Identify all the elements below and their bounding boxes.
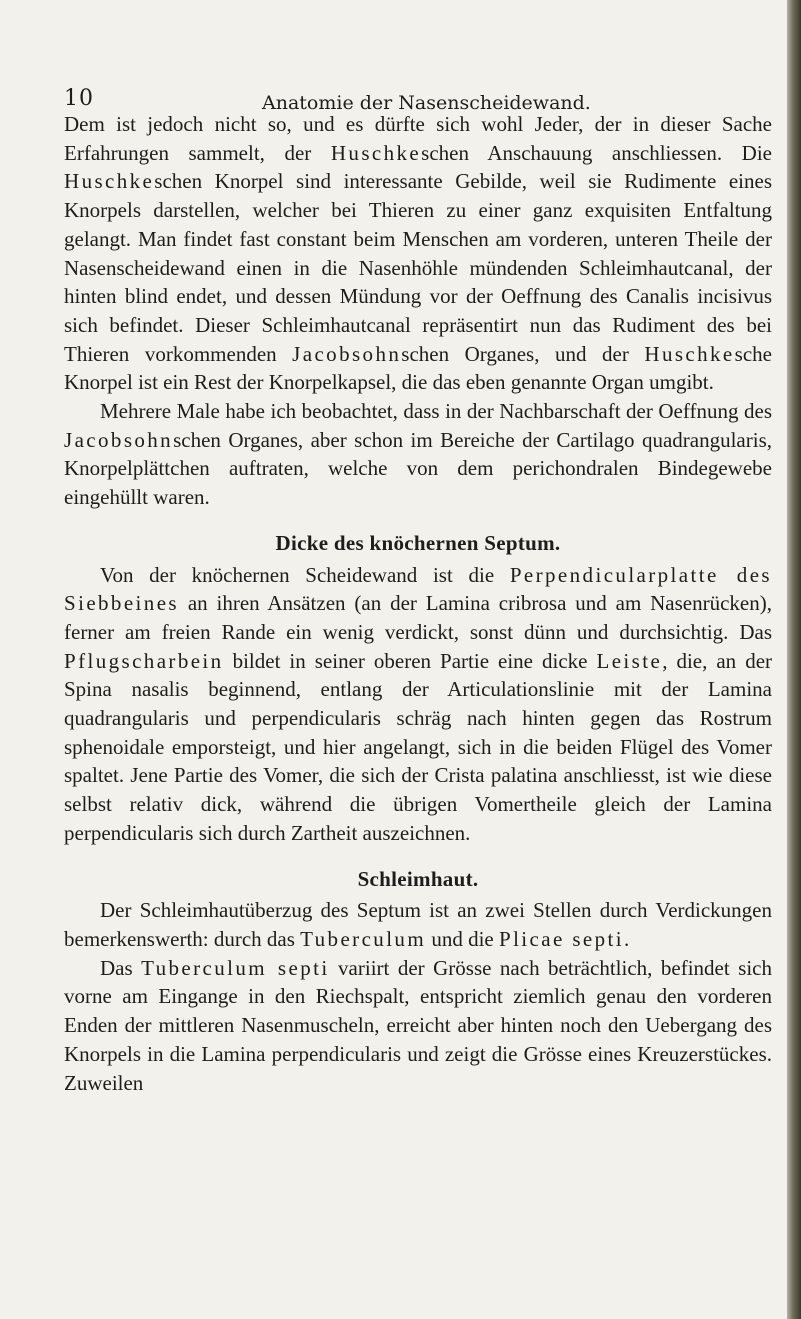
- text-run: schen Knorpel sind interessante Gebilde, weil sie Rudimente eines Knorpels darstellen, welcher bei Thieren zu einer ganz exquisiten Entfaltung gelangt. Man findet fast constant beim Menschen am vorderen, unteren Theile der Nasenscheidewand einen in die Nasenhöhle mündenden Schleimhautcanal, der hinten blind endet, und dessen Mündung vor der Oeffnung des Canalis incisivus sich befindet. Dieser Schleimhautcanal repräsentirt nun das Rudiment des bei Thieren vorkommenden: [64, 169, 772, 366]
- spaced-term: Tuberculum: [300, 926, 427, 951]
- text-run: Der Schleimhautüberzug des Septum ist an zwei Stellen durch Verdickungen bemerkenswerth: durch das: [64, 898, 772, 951]
- author-name: Jacobsohn: [64, 427, 174, 452]
- spaced-term: Pflugscharbein: [64, 648, 224, 673]
- page-number: 10: [64, 86, 94, 111]
- spaced-term: Tuberculum septi: [141, 955, 330, 980]
- spaced-term: Perpendicularplatte des Siebbeines: [64, 562, 772, 616]
- running-head: Anatomie der Nasenscheidewand.: [262, 92, 591, 114]
- author-name: Huschke: [330, 140, 422, 165]
- text-run: an ihren Ansätzen (an der Lamina cribrosa und am Nasenrücken), ferner am freien Rande ein wenig verdickt, sonst dünn und durchsichtig. Das: [64, 591, 772, 644]
- text-run: .: [624, 926, 630, 951]
- body-text: [64, 110, 772, 1097]
- text-run: Das: [100, 955, 142, 980]
- text-run: bildet in seiner oberen Partie eine dicke: [223, 648, 597, 673]
- paragraph: [64, 954, 772, 1098]
- text-run: Von der knöchernen Scheidewand ist die: [100, 562, 510, 587]
- text-run: variirt der Grösse nach beträchtlich, befindet sich vorne am Eingange in den Riechspalt, entspricht ziemlich genau den vorderen Enden der mittleren Nasenmuscheln, erreicht aber hinten noch den Uebergang des Knorpels in die Lamina perpendicularis und zeigt die Grösse eines Kreuzerstückes. Zuweilen: [64, 955, 772, 1095]
- text-run: schen Organes, und der: [401, 341, 645, 366]
- section-heading: Dicke des knöchernen Septum.: [275, 530, 561, 555]
- paragraph: [64, 110, 772, 397]
- text-run: schen Organes, aber schon im Bereiche der Cartilago quadrangularis, Knorpelplättchen auftraten, welche von dem perichondralen Bindegewebe eingehüllt waren.: [64, 427, 772, 510]
- paragraph: [64, 561, 772, 848]
- paragraph: [64, 397, 772, 512]
- page-edge-shadow: [787, 0, 801, 1319]
- author-name: Jacobsohn: [292, 341, 402, 366]
- spaced-term: Leiste: [596, 648, 663, 673]
- section-heading: Schleimhaut.: [357, 866, 479, 891]
- text-run: Mehrere Male habe ich beobachtet, dass in der Nachbarschaft der Oeffnung des: [100, 399, 772, 424]
- text-run: und die: [426, 926, 499, 951]
- spaced-term: Plicae septi: [498, 926, 625, 951]
- author-name: Huschke: [644, 341, 735, 366]
- text-run: schen Anschauung anschliessen. Die: [421, 140, 772, 165]
- text-run: sche Knorpel ist ein Rest der Knorpelkapsel, die das eben genannte Organ umgibt.: [64, 341, 772, 395]
- text-run: , die, an der Spina nasalis beginnend, entlang der Articulationslinie mit der Lamina quadrangularis und perpendicularis schräg nach hinten gegen das Rostrum sphenoidale emporsteigt, und hier angelangt, sich in die beiden Flügel des Vomer spaltet. Jene Partie des Vomer, die sich der Crista palatina anschliesst, ist wie diese selbst relativ dick, während die übrigen Vomertheile gleich der Lamina perpendicularis sich durch Zartheit auszeichnen.: [64, 648, 773, 845]
- paragraph: [64, 896, 772, 953]
- author-name: Huschke: [64, 169, 155, 194]
- text-run: Dem ist jedoch nicht so, und es dürfte sich wohl Jeder, der in dieser Sache Erfahrungen sammelt, der: [64, 112, 772, 165]
